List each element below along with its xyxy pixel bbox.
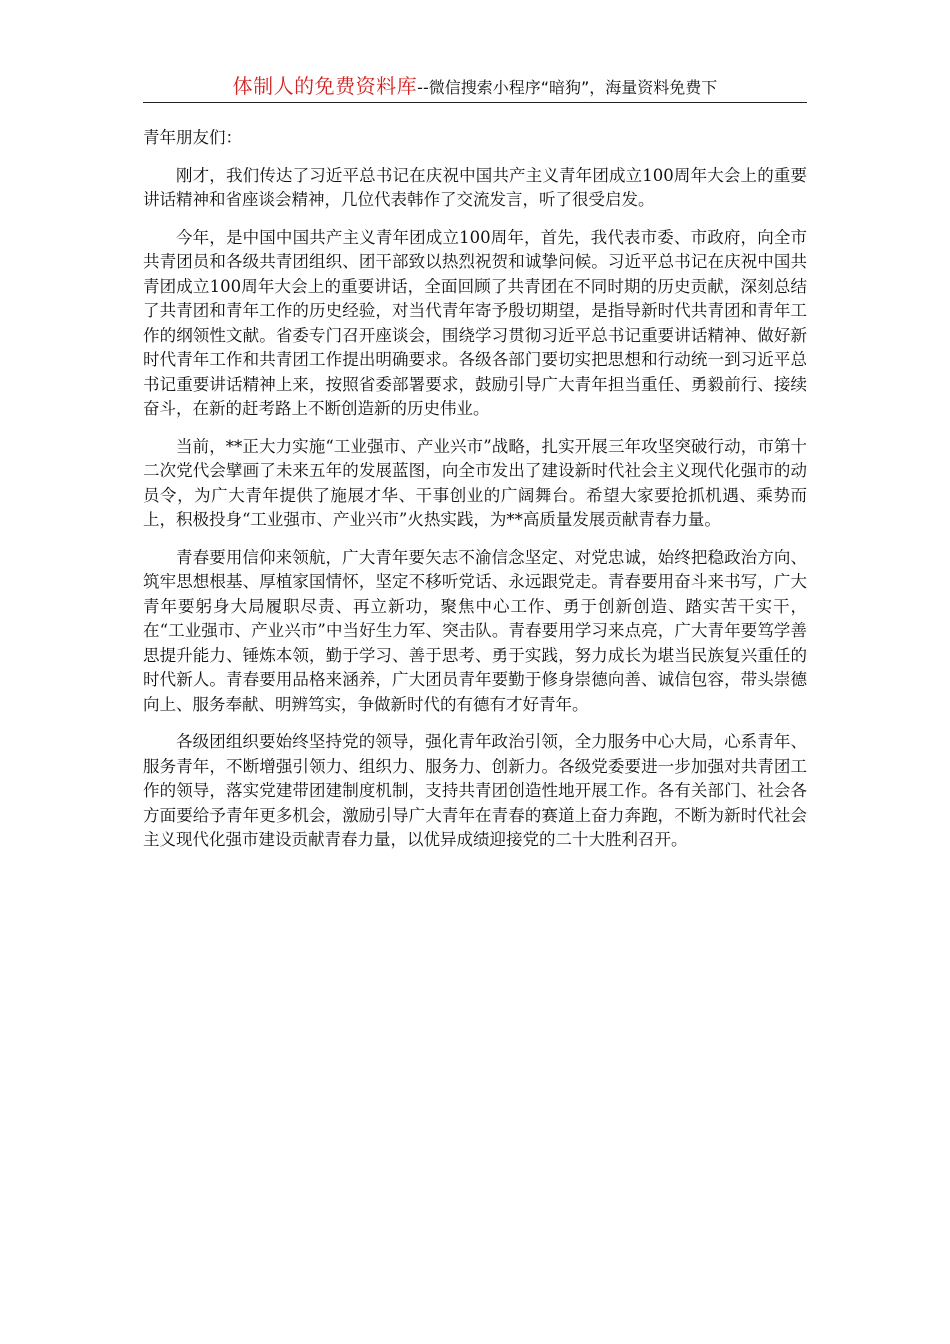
header-brand: 体制人的免费资料库 — [232, 74, 418, 98]
document-body — [143, 126, 807, 866]
salutation: 青年朋友们： — [143, 128, 242, 147]
paragraph-4: 青春要用信仰来领航，广大青年要矢志不渝信念坚定、对党忠诚，始终把稳政治方向、筑牢思想根基、厚植家国情怀，坚定不移听党话、永远跟党走。青春要用奋斗来书写，广大青年要躬身大局履职尽责、再立新功，聚焦中心工作、勇于创新创造、踏实苦干实干，在“工业强市、产业兴市”中当好生力军、突击队。青春要用学习来点亮，广大青年要笃学善思提升能力、锤炼本领，勤于学习、善于思考、勇于实践，努力成长为堪当民族复兴重任的时代新人。青春要用品格来涵养，广大团员青年要勤于修身崇德向善、诚信包容，带头崇德向上、服务奉献、明辨笃实，争做新时代的有德有才好青年。 — [143, 547, 807, 714]
paragraph-3: 当前，**正大力实施“工业强市、产业兴市”战略，扎实开展三年攻坚突破行动，市第十二次党代会擘画了未来五年的发展蓝图，向全市发出了建设新时代社会主义现代化强市的动员令，为广大青年提供了施展才华、干事创业的广阔舞台。希望大家要抢抓机遇、乘势而上，积极投身“工业强市、产业兴市”火热实践，为**高质量发展贡献青春力量。 — [143, 436, 807, 529]
paragraph-5: 各级团组织要始终坚持党的领导，强化青年政治引领，全力服务中心大局，心系青年、服务青年，不断增强引领力、组织力、服务力、创新力。各级党委要进一步加强对共青团工作的领导，落实党建带团建制度机制，支持共青团创造性地开展工作。各有关部门、社会各方面要给予青年更多机会，激励引导广大青年在青春的赛道上奋力奔跑，不断为新时代社会主义现代化强市建设贡献青春力量，以优异成绩迎接党的二十大胜利召开。 — [143, 732, 807, 849]
paragraph-2: 今年，是中国中国共产主义青年团成立100周年，首先，我代表市委、市政府，向全市共青团员和各级共青团组织、团干部致以热烈祝贺和诚挚问候。习近平总书记在庆祝中国共青团成立100周年大会上的重要讲话，全面回顾了共青团在不同时期的历史贡献，深刻总结了共青团和青年工作的历史经验，对当代青年寄予殷切期望，是指导新时代共青团和青年工作的纲领性文献。省委专门召开座谈会，围绕学习贯彻习近平总书记重要讲话精神、做好新时代青年工作和共青团工作提出明确要求。各级各部门要切实把思想和行动统一到习近平总书记重要讲话精神上来，按照省委部署要求，鼓励引导广大青年担当重任、勇毅前行、接续奋斗，在新的赶考路上不断创造新的历史伟业。 — [143, 227, 807, 418]
page-header — [143, 70, 807, 103]
paragraph-1: 刚才，我们传达了习近平总书记在庆祝中国共产主义青年团成立100周年大会上的重要讲话精神和省座谈会精神，几位代表韩作了交流发言，听了很受启发。 — [143, 165, 807, 209]
header-subtitle: --微信搜索小程序“暗狗”，海量资料免费下 — [417, 78, 718, 97]
